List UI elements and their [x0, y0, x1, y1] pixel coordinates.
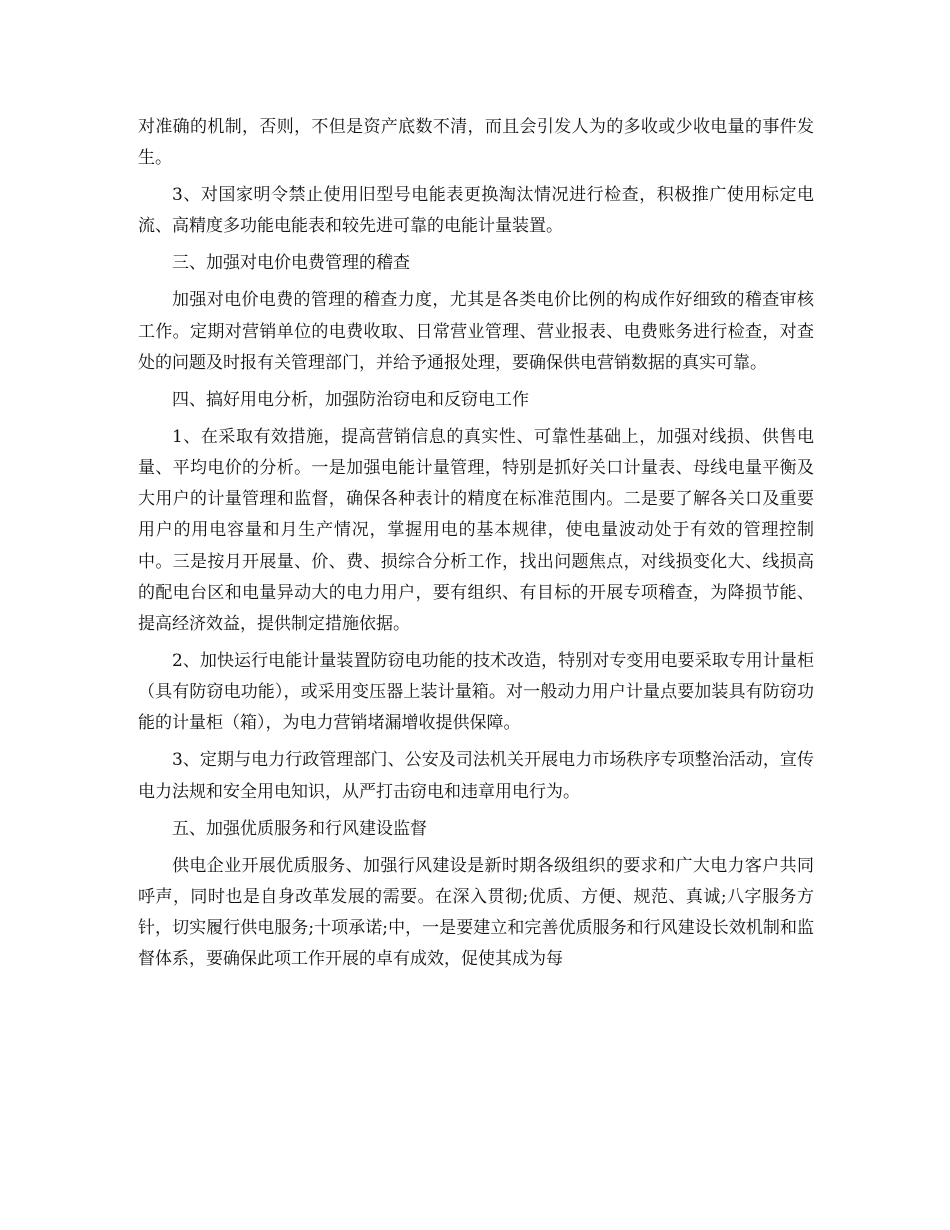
- paragraph-item-3-enforcement: 3、定期与电力行政管理部门、公安及司法机关开展电力市场秩序专项整治活动，宣传电力法规和安全用电知识，从严打击窃电和违章用电行为。: [138, 750, 814, 802]
- paragraph-item-3-meter-replacement: 3、对国家明令禁止使用旧型号电能表更换淘汰情况进行检查，积极推广使用标定电流、高精度多功能电能表和较先进可靠的电能计量装置。: [138, 185, 814, 237]
- paragraph-continuation: 对准确的机制，否则，不但是资产底数不清，而且会引发人为的多收或少收电量的事件发生。: [138, 117, 814, 169]
- paragraph-quality-service: 供电企业开展优质服务、加强行风建设是新时期各级组织的要求和广大电力客户共同呼声，同时也是自身改革发展的需要。在深入贯彻;优质、方便、规范、真诚;八字服务方针，切实履行供电服务;十项承诺;中，一是要建立和完善优质服务和行风建设长效机制和监督体系，要确保此项工作开展的卓有成效，促使其成为每: [138, 855, 814, 970]
- paragraph-item-2-anti-theft: 2、加快运行电能计量装置防窃电功能的技术改造，特别对专变用电要采取专用计量柜（具有防窃电功能），或采用变压器上装计量箱。对一般动力用户计量点要加装具有防窃功能的计量柜（箱），为电力营销堵漏增收提供保障。: [138, 651, 814, 734]
- section-heading-4: 四、搞好用电分析，加强防治窃电和反窃电工作: [172, 389, 529, 410]
- section-heading-5: 五、加强优质服务和行风建设监督: [172, 818, 427, 839]
- paragraph-tariff-audit: 加强对电价电费的管理的稽查力度，尤其是各类电价比例的构成作好细致的稽查审核工作。定期对营销单位的电费收取、日常营业管理、营业报表、电费账务进行检查，对查处的问题及时报有关管理部门，并给予通报处理，要确保供电营销数据的真实可靠。: [138, 290, 814, 373]
- document-body: [138, 112, 814, 981]
- section-heading-3: 三、加强对电价电费管理的稽查: [172, 253, 410, 274]
- paragraph-item-1-analysis: 1、在采取有效措施，提高营销信息的真实性、可靠性基础上，加强对线损、供售电量、平均电价的分析。一是加强电能计量管理，特别是抓好关口计量表、母线电量平衡及大用户的计量管理和监督，确保各种表计的精度在标准范围内。二是要了解各关口及重要用户的用电容量和月生产情况，掌握用电的基本规律，使电量波动处于有效的管理控制中。三是按月开展量、价、费、损综合分析工作，找出问题焦点，对线损变化大、线损高的配电台区和电量异动大的电力用户，要有组织、有目标的开展专项稽查，为降损节能、提高经济效益，提供制定措施依据。: [138, 426, 814, 635]
